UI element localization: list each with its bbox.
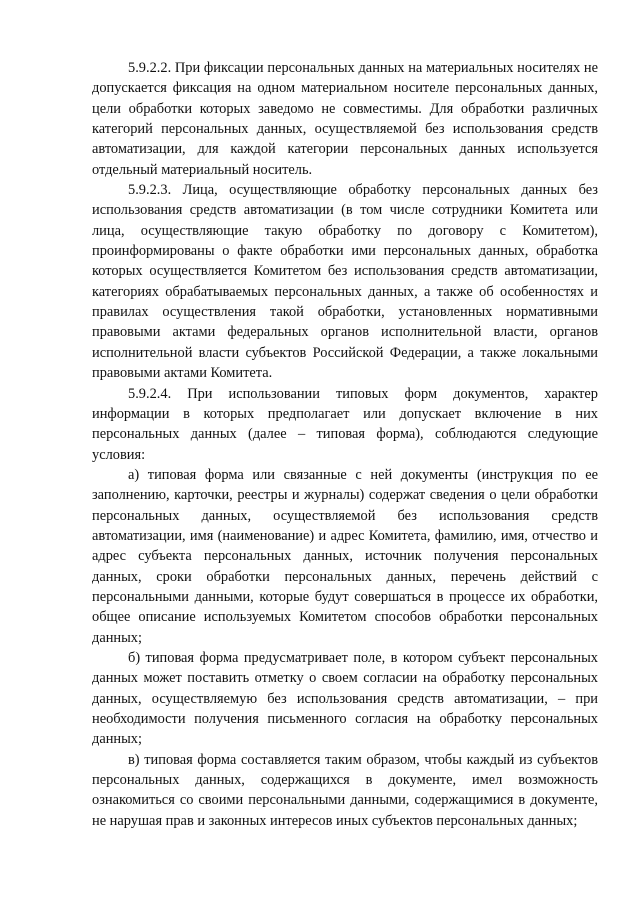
list-item-b: б) типовая форма предусматривает поле, в котором субъект персональных данных может поставить отметку о своем согласии на обработку персональных данных, осуществляемую без использования средств автоматизации, – при необходимости получения письменного согласия на обработку персональных данных; xyxy=(92,649,598,748)
list-item-a: а) типовая форма или связанные с ней документы (инструкция по ее заполнению, карточки, реестры и журналы) содержат сведения о цели обработки персональных данных, осуществляемой без использования средств автоматизации, имя (наименование) и адрес Комитета, фамилию, имя, отчество и адрес субъекта персональных данных, источник получения персональных данных, сроки обработки персональных данных, перечень действий с персональными данными, которые будут совершаться в процессе их обработки, общее описание используемых Комитетом способов обработки персональных данных; xyxy=(92,466,598,646)
document-page xyxy=(92,58,598,831)
list-item-v: в) типовая форма составляется таким образом, чтобы каждый из субъектов персональных данных, содержащихся в документе, имел возможность ознакомиться со своими персональными данными, содержащимися в документе, не нарушая прав и законных интересов иных субъектов персональных данных; xyxy=(92,751,598,829)
paragraph-5-9-2-3: 5.9.2.3. Лица, осуществляющие обработку персональных данных без использования средств автоматизации (в том числе сотрудники Комитета или лица, осуществляющие такую обработку по договору с Комитетом), проинформированы о факте обработки ими персональных данных, обработка которых осуществляется Комитетом без использования средств автоматизации, категориях обрабатываемых персональных данных, а также об особенностях и правилах осуществления такой обработки, установленных нормативными правовыми актами федеральных органов исполнительной власти, органов исполнительной власти субъектов Российской Федерации, а также локальными правовыми актами Комитета. xyxy=(92,182,598,382)
paragraph-5-9-2-2: 5.9.2.2. При фиксации персональных данных на материальных носителях не допускается фиксация на одном материальном носителе персональных данных, цели обработки которых заведомо не совместимы. Для обработки различных категорий персональных данных, осуществляемой без использования средств автоматизации, для каждой категории персональных данных используется отдельный материальный носитель. xyxy=(92,60,598,178)
paragraph-5-9-2-4: 5.9.2.4. При использовании типовых форм документов, характер информации в которых предполагает или допускает включение в них персональных данных (далее – типовая форма), соблюдаются следующие условия: xyxy=(92,385,598,463)
